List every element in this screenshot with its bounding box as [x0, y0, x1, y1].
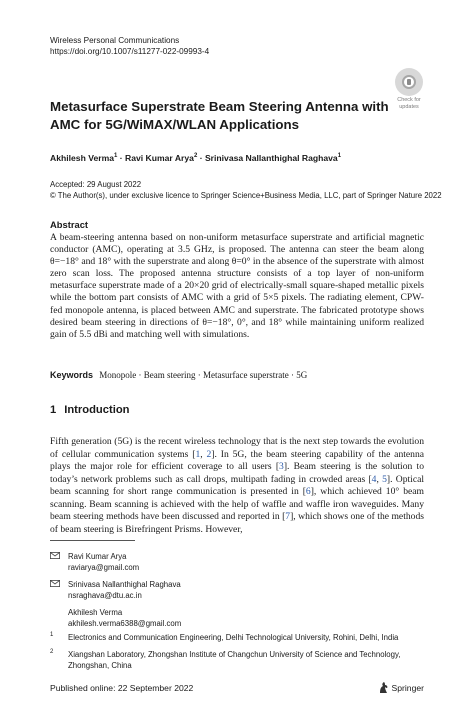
publisher-name: Springer: [391, 682, 424, 693]
journal-name: Wireless Personal Communications: [50, 36, 180, 45]
affiliation-2: [50, 649, 424, 671]
copyright-notice: © The Author(s), under exclusive licence to Springer Science+Business Media, LLC, part of Springer Nature 2022: [50, 191, 442, 200]
citation-link[interactable]: 4: [371, 473, 377, 485]
bookmark-icon: [395, 68, 423, 96]
intro-text: ], which achieved 10° beam scanning. Beam scanning is achieved with the help of waffle and waffle iron waveguides. Many beam steering methods have been discussed and reported in [: [50, 486, 424, 522]
section-heading: [50, 404, 129, 416]
author-affiliation-marker: 1: [114, 153, 118, 159]
author-affiliation-marker: 1: [337, 153, 342, 159]
author-list: Akhilesh Verma$^1$ · Ravi Kumar Arya$^2$ · Srinivasa Nallanthighal Raghava$^1$: [50, 152, 342, 163]
affiliation-number: 1: [50, 632, 54, 638]
citation-link[interactable]: 2: [206, 448, 212, 460]
page-footer: [50, 683, 424, 693]
affiliation-text: Xiangshan Laboratory, Zhongshan Institute of Changchun University of Science and Technology, Zhongshan, China: [68, 650, 401, 670]
intro-text: Fifth generation (5G) is the recent wireless technology that is the next step towards the evolution of cellular communication systems [: [50, 436, 424, 460]
keywords-text: Monopole · Beam steering · Metasurface superstrate · 5G: [99, 370, 308, 380]
intro-text: ]. Optical beam scanning for short range communication is presented in [: [50, 473, 425, 497]
corresponding-contacts: [50, 551, 181, 635]
check-for-updates-badge[interactable]: [394, 68, 424, 110]
accepted-date: Accepted: 29 August 2022: [50, 180, 142, 189]
keywords-label: Keywords: [50, 370, 94, 380]
author-name[interactable]: Akhilesh Verma: [50, 152, 115, 163]
contact-entry: [50, 551, 181, 573]
badge-text-line1: Check for: [397, 97, 421, 103]
publisher-logo: [378, 681, 424, 694]
envelope-icon: [50, 552, 60, 559]
badge-text-line2: updates: [399, 104, 419, 110]
journal-doi[interactable]: https://doi.org/10.1007/s11277-022-09993-4: [50, 47, 210, 56]
author-affiliation-marker: 2: [193, 153, 198, 159]
affiliation-1: [50, 632, 424, 643]
citation-link[interactable]: 7: [285, 511, 291, 522]
published-online-date: Published online: 22 September 2022: [50, 683, 194, 693]
contact-email[interactable]: raviarya@gmail.com: [68, 563, 140, 572]
footnote-divider: [50, 540, 135, 541]
intro-text: ,: [376, 473, 383, 485]
author-name[interactable]: Ravi Kumar Arya: [125, 152, 194, 163]
contact-entry: [50, 607, 181, 629]
citation-link[interactable]: 1: [195, 448, 201, 460]
introduction-paragraph: [50, 436, 424, 536]
intro-text: ]. Beam steering is the solution to today’s network problems such as call drops, multipath fading in crowded areas [: [50, 461, 424, 485]
intro-text: ,: [200, 448, 207, 460]
contact-email[interactable]: nsraghava@dtu.ac.in: [68, 591, 142, 600]
publication-meta: [50, 179, 442, 201]
citation-link[interactable]: 6: [305, 486, 311, 497]
citation-link[interactable]: 3: [279, 461, 284, 472]
envelope-icon: [50, 580, 60, 587]
affiliation-number: 2: [50, 649, 54, 655]
affiliation-text: Electronics and Communication Engineering, Delhi Technological University, Rohini, Delhi, India: [68, 633, 399, 642]
springer-horse-icon: [378, 681, 389, 694]
section-number: 1: [50, 404, 57, 416]
keywords: [50, 369, 424, 381]
contact-entry: [50, 579, 181, 601]
paper-title: Metasurface Superstrate Beam Steering Antenna with AMC for 5G/WiMAX/WLAN Applications: [50, 99, 389, 132]
section-title: Introduction: [64, 404, 130, 416]
contact-name: Srinivasa Nallanthighal Raghava: [68, 580, 181, 589]
abstract-heading: Abstract: [50, 219, 89, 230]
journal-header: [50, 35, 209, 57]
abstract-text: A beam-steering antenna based on non-uniform metasurface superstrate and artificial magnetic conductor (AMC), operating at 3.5 GHz, is proposed. The antenna can steer the beam along θ=−18° and 18° with the superstrate and along θ=0° in the absence of the superstrate with almost zero scan loss. The proposed antenna structure consists of a top layer of non-uniform metasurface superstrate made of a 20×20 grid of electrically-small square-shaped metallic pixels while the bottom part consists of AMC with a grid of 5×5 pixels. The radiating element, CPW-fed monopole antenna, is placed between AMC and superstrate. The fabricated prototype shows desired beam steering in directions of θ=−18°, 0°, and 18° while maintaining uniform realized gain of 5.5 dBi and matching well with simulations.: [50, 232, 424, 340]
citation-link[interactable]: 5: [382, 473, 387, 485]
author-name[interactable]: Srinivasa Nallanthighal Raghava: [204, 152, 338, 163]
contact-email[interactable]: akhilesh.verma6388@gmail.com: [68, 619, 182, 628]
contact-name: Ravi Kumar Arya: [68, 552, 127, 561]
intro-text: ], which shows one of the methods of beam steering is Birefringent Prisms. However,: [50, 511, 424, 535]
contact-name: Akhilesh Verma: [68, 608, 123, 617]
intro-text: ]. In 5G, the beam steering capability of the antenna plays the major role for efficient coverage to all users [: [50, 448, 425, 472]
